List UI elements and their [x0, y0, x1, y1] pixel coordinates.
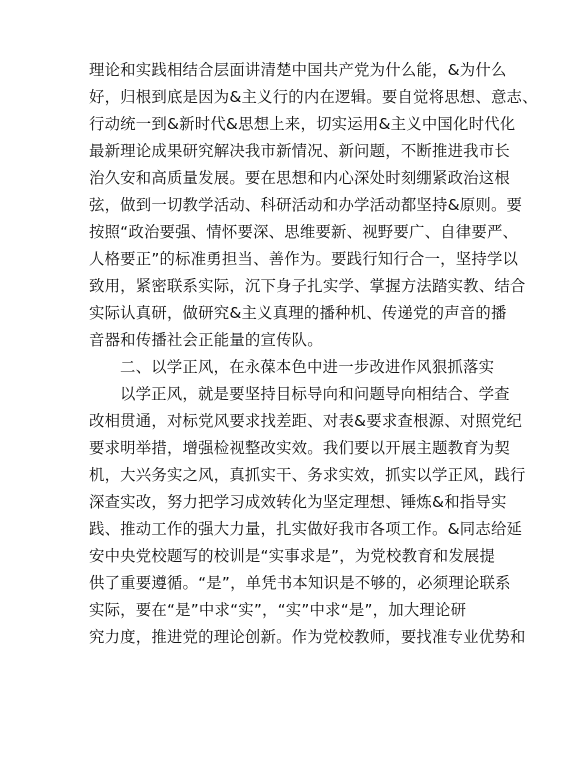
paragraph-1-line-3: 行动统一到&新时代&思想上来，切实运用&主义中国化时代化	[89, 115, 516, 133]
paragraph-2-line-8: 供了重要遵循。“是”，单凭书本知识是不够的，必须理论联系	[89, 574, 511, 592]
paragraph-2-line-3: 要求明举措，增强检视整改实效。我们要以开展主题教育为契	[89, 439, 510, 457]
paragraph-1-line-4: 最新理论成果研究解决我市新情况、新问题，不断推进我市长	[89, 142, 510, 160]
paragraph-1-line-6: 弦，做到一切教学活动、科研活动和办学活动都坚持&原则。要	[89, 196, 523, 214]
section-heading: 二、以学正风，在永葆本色中进一步改进作风狠抓落实	[120, 358, 495, 376]
paragraph-1-line-11: 音器和传播社会正能量的宣传队。	[89, 331, 323, 349]
paragraph-2-line-1: 以学正风，就是要坚持目标导向和问题导向相结合、学查	[120, 385, 510, 403]
paragraph-2-line-9: 实际，要在“是”中求“实”，“实”中求“是”，加大理论研	[89, 601, 467, 619]
paragraph-1-line-1: 理论和实践相结合层面讲清楚中国共产党为什么能，&为什么	[89, 61, 507, 79]
paragraph-1-line-2: 好，归根到底是因为&主义行的内在逻辑。要自觉将思想、意志、	[89, 88, 538, 106]
paragraph-2-line-2: 改相贯通，对标党风要求找差距、对表&要求查根源、对照党纪	[89, 412, 523, 430]
paragraph-2-line-4: 机，大兴务实之风，真抓实干、务求实效，抓实以学正风，践行	[89, 466, 526, 484]
paragraph-2-line-7: 安中央党校题写的校训是“实事求是”，为党校教育和发展提	[89, 547, 496, 565]
paragraph-1-line-9: 致用，紧密联系实际，沉下身子扎实学、掌握方法踏实教、结合	[89, 277, 526, 295]
paragraph-1-line-7: 按照“政治要强、情怀要深、思维要新、视野要广、自律要严、	[89, 223, 519, 241]
paragraph-2-line-10: 究力度，推进党的理论创新。作为党校教师，要找准专业优势和	[89, 628, 526, 646]
paragraph-2-line-6: 践、推动工作的强大力量，扎实做好我市各项工作。&同志给延	[89, 520, 523, 538]
paragraph-2-line-5: 深查实改，努力把学习成效转化为坚定理想、锤炼&和指导实	[89, 493, 507, 511]
paragraph-1-line-8: 人格要正”的标准勇担当、善作为。要践行知行合一，坚持学以	[89, 250, 519, 268]
paragraph-1-line-10: 实际认真研，做研究&主义真理的播种机、传递党的声音的播	[89, 304, 507, 322]
paragraph-1-line-5: 治久安和高质量发展。要在思想和内心深处时刻绷紧政治这根	[89, 169, 510, 187]
